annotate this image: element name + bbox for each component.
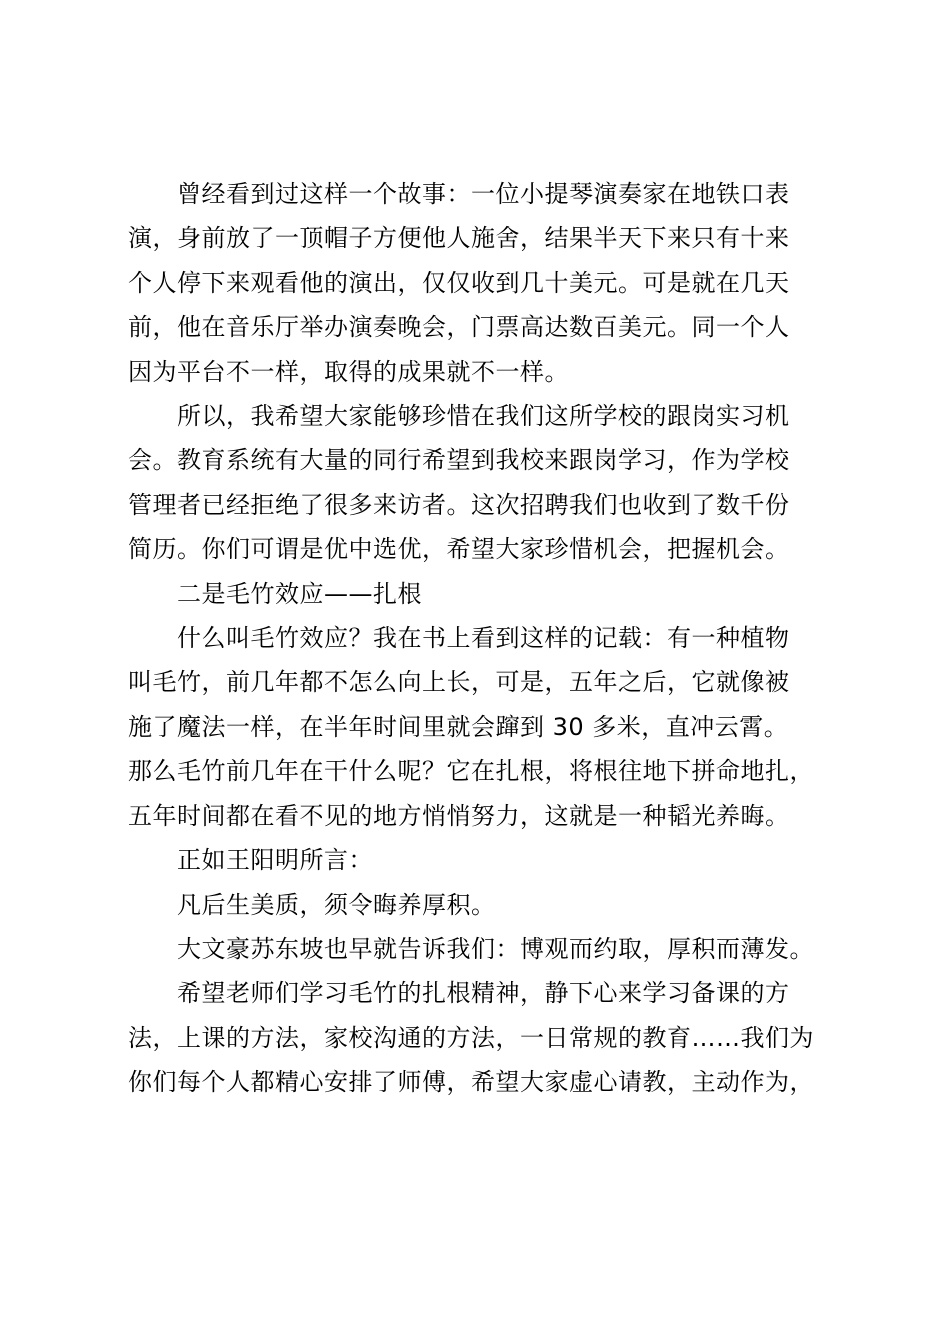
document-body [128, 172, 840, 1105]
text-line: 凡后生美质，须令晦养厚积。 [177, 890, 496, 919]
paragraph-teachers-hope [128, 971, 840, 1104]
section-heading-bamboo-effect [128, 572, 840, 616]
paragraph-cherish-opportunity [128, 394, 840, 572]
text-line: 五年时间都在看不见的地方悄悄努力，这就是一种韬光养晦。 [128, 801, 790, 830]
text-line: 什么叫毛竹效应？我在书上看到这样的记载：有一种植物 [177, 624, 790, 653]
text-line: 所以，我希望大家能够珍惜在我们这所学校的跟岗实习机 [177, 402, 790, 431]
text-line: 法，上课的方法，家校沟通的方法，一日常规的教育……我们为 [128, 1023, 814, 1052]
text-line: 你们每个人都精心安排了师傅，希望大家虚心请教，主动作为， [128, 1068, 814, 1097]
text-line: 简历。你们可谓是优中选优，希望大家珍惜机会，把握机会。 [128, 535, 790, 564]
text-line: 因为平台不一样，取得的成果就不一样。 [128, 357, 569, 386]
paragraph-quote [128, 883, 840, 927]
paragraph-wang-yangming-intro [128, 838, 840, 882]
text-line: 正如王阳明所言： [177, 846, 373, 875]
text-line: 前，他在音乐厅举办演奏晚会，门票高达数百美元。同一个人 [128, 313, 790, 342]
text-line: 希望老师们学习毛竹的扎根精神，静下心来学习备课的方 [177, 979, 790, 1008]
text-line: 个人停下来观看他的演出，仅仅收到几十美元。可是就在几天 [128, 268, 790, 297]
text-line: 会。教育系统有大量的同行希望到我校来跟岗学习，作为学校 [128, 446, 790, 475]
text-line: 管理者已经拒绝了很多来访者。这次招聘我们也收到了数千份 [128, 490, 790, 519]
text-line: 演，身前放了一顶帽子方便他人施舍，结果半天下来只有十来 [128, 224, 790, 253]
paragraph-su-dongpo [128, 927, 840, 971]
paragraph-violinist-story [128, 172, 840, 394]
text-line: 施了魔法一样，在半年时间里就会蹿到 30 多米，直冲云霄。 [128, 712, 789, 741]
text-line: 曾经看到过这样一个故事：一位小提琴演奏家在地铁口表 [177, 180, 790, 208]
text-line: 那么毛竹前几年在干什么呢？它在扎根，将根往地下拼命地扎， [128, 757, 814, 786]
text-line: 大文豪苏东坡也早就告诉我们：博观而约取，厚积而薄发。 [177, 934, 814, 963]
paragraph-bamboo-story [128, 616, 840, 838]
text-line: 叫毛竹，前几年都不怎么向上长，可是，五年之后，它就像被 [128, 668, 790, 697]
text-line: 二是毛竹效应——扎根 [177, 579, 422, 608]
